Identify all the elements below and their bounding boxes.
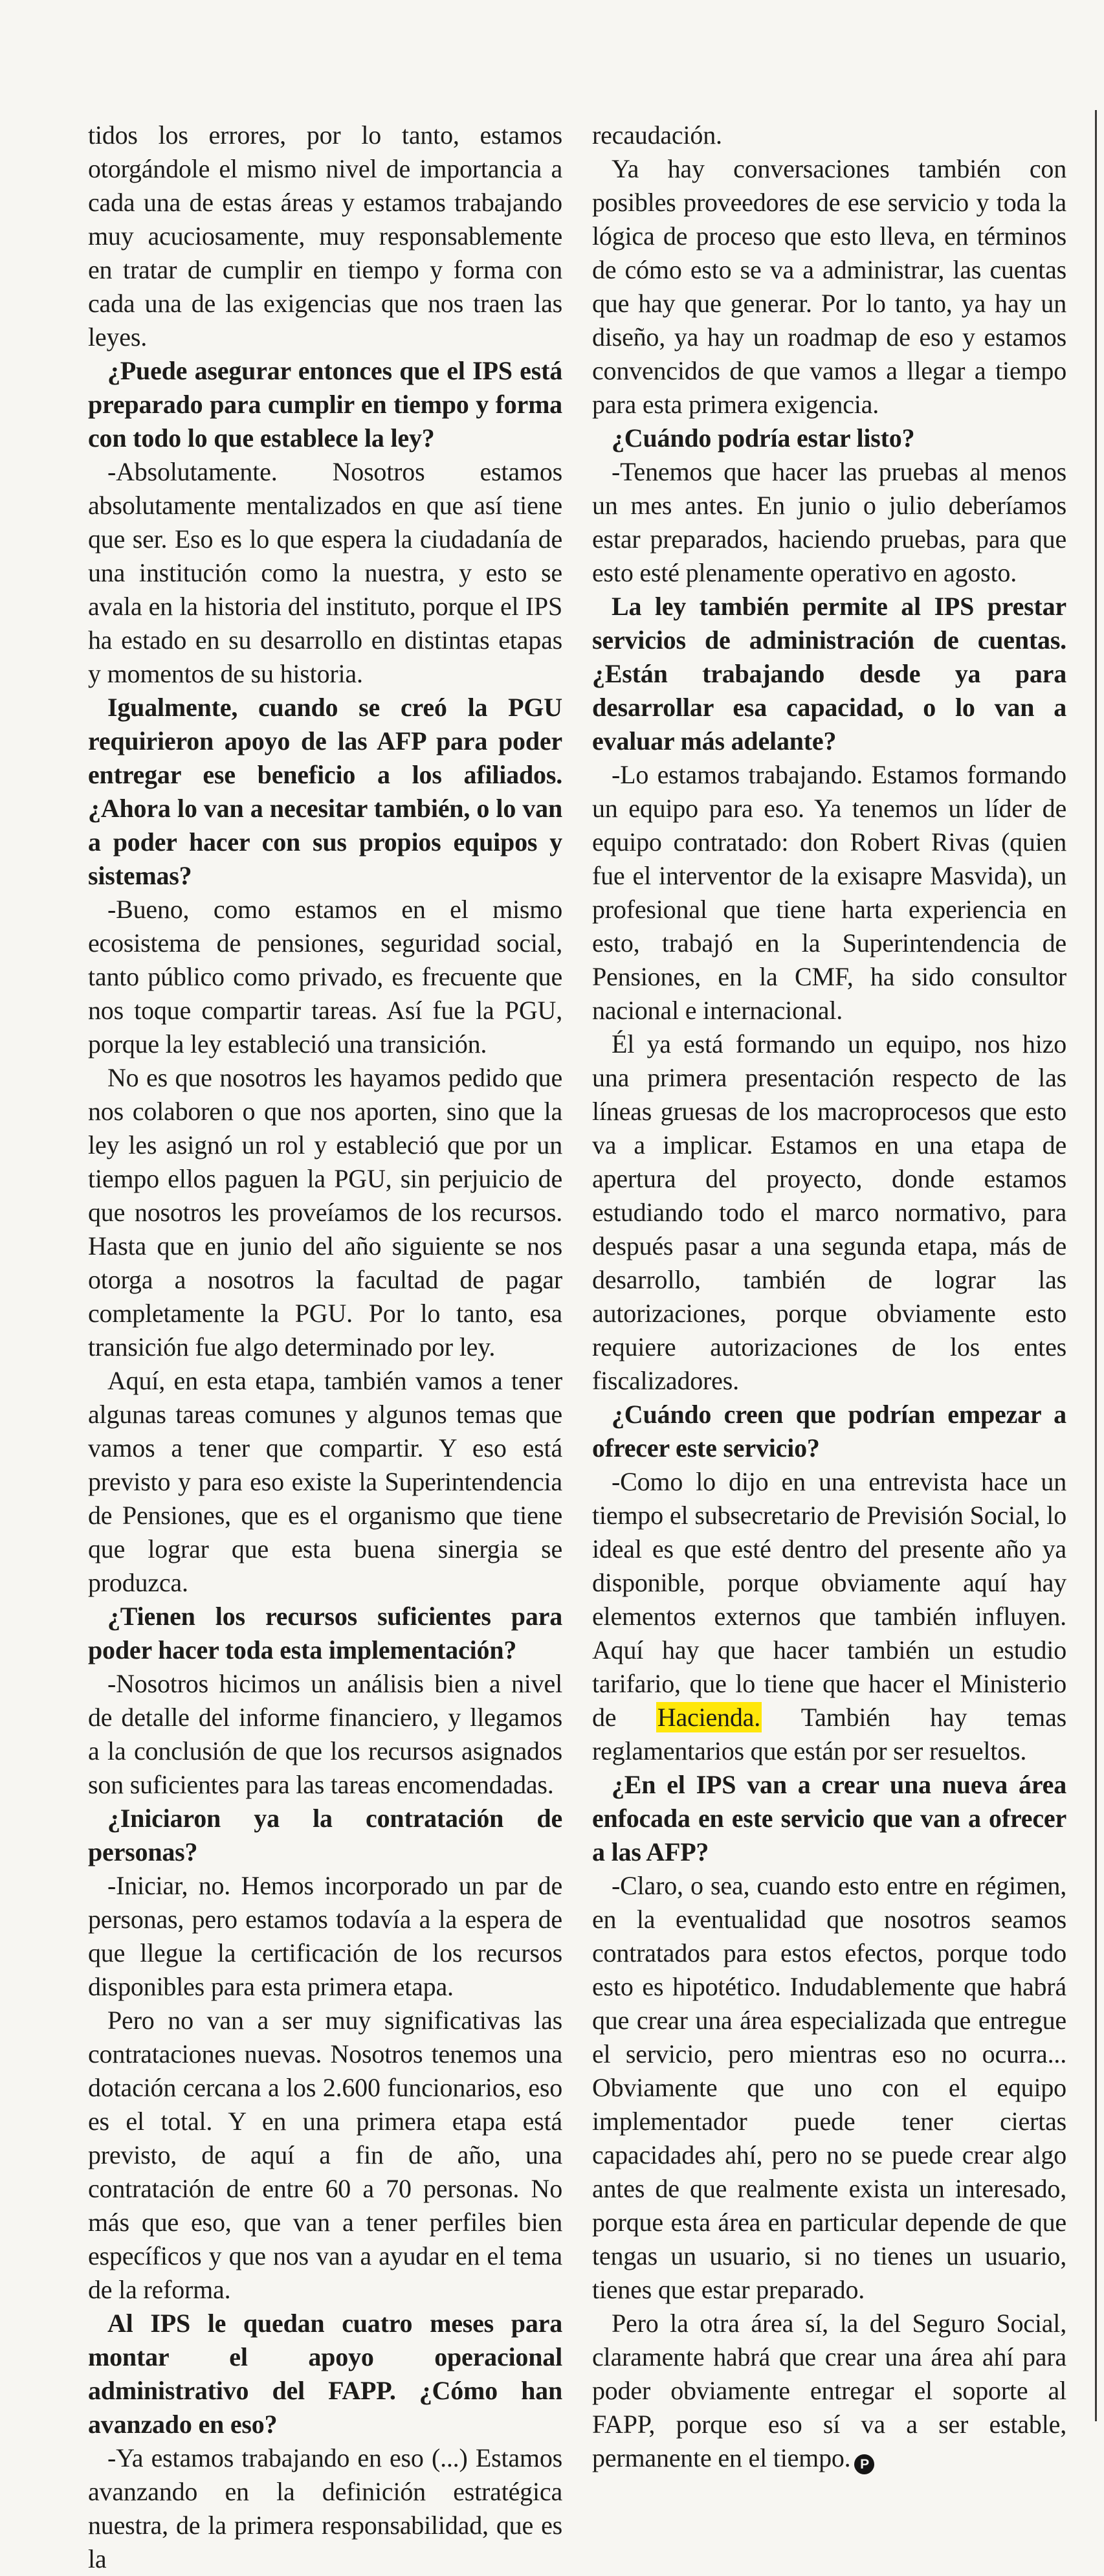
interview-question [592,1398,1066,1465]
paragraph-text: Al IPS le quedan cuatro meses para montar el apoyo operacional administrativo del FAPP. ¿Cómo han avanzado en eso? [88,2309,562,2439]
article-paragraph [88,893,562,1061]
interview-question [88,1600,562,1667]
article-paragraph [88,1869,562,2004]
paragraph-text: -Iniciar, no. Hemos incorporado un par de personas, pero estamos todavía a la espera de que llegue la certificación de los recursos disponibles para esta primera etapa. [88,1871,562,2001]
article-paragraph [592,2307,1066,2475]
article-paragraph [88,118,562,354]
article-paragraph [592,1027,1066,1398]
article-end-mark: P [854,2454,874,2474]
interview-question [88,354,562,455]
paragraph-text: ¿Tienen los recursos suficientes para poder hacer toda esta implementación? [88,1602,562,1664]
paragraph-text: Pero no van a ser muy significativas las contrataciones nuevas. Nosotros tenemos una dotación cercana a los 2.600 funcionarios, eso es el total. Y en una primera etapa está previsto, de aquí a fin de año, una contratación de entre 60 a 70 personas. No más que eso, que van a tener perfiles bien específicos y que nos van a ayudar en el tema de la reforma. [88,2006,562,2304]
interview-question [88,2307,562,2441]
article-column-right [592,118,1066,2475]
paragraph-text: Él ya está formando un equipo, nos hizo una primera presentación respecto de las líneas gruesas de los macroprocesos que esto va a implicar. Estamos en una etapa de apertura del proyecto, donde estamos estudiando todo el marco normativo, para después pasar a una segunda etapa, más de desarrollo, también de lograr las autorizaciones, porque obviamente esto requiere autorizaciones de los entes fiscalizadores. [592,1029,1066,1395]
article-paragraph [592,1465,1066,1768]
column-rule [1095,110,1097,2421]
article-paragraph [88,1364,562,1600]
paragraph-text: -Como lo dijo en una entrevista hace un tiempo el subsecretario de Previsión Social, lo ideal es que esté dentro del presente año ya disponible, porque obviamente aquí hay elementos externos que también influyen. Aquí hay que hacer también un estudio tarifario, que lo tiene que hacer el Ministerio de [592,1467,1066,1732]
paragraph-text: ¿Cuándo creen que podrían empezar a ofrecer este servicio? [592,1400,1066,1462]
article-paragraph [88,1061,562,1364]
paragraph-text: Pero la otra área sí, la del Seguro Social, claramente habrá que crear una área ahí para poder obviamente entregar el soporte al FAPP, porque eso sí va a ser estable, permanente en el tiempo. [592,2309,1066,2472]
paragraph-text: ¿En el IPS van a crear una nueva área enfocada en este servicio que van a ofrecer a las AFP? [592,1770,1066,1866]
paragraph-text: ¿Puede asegurar entonces que el IPS está preparado para cumplir en tiempo y forma con todo lo que establece la ley? [88,356,562,453]
article-paragraph [592,152,1066,421]
interview-question [88,1802,562,1869]
highlighted-text: Hacienda. [657,1703,761,1732]
paragraph-text: -Bueno, como estamos en el mismo ecosistema de pensiones, seguridad social, tanto público como privado, es frecuente que nos toque compartir tareas. Así fue la PGU, porque la ley estableció una transición. [88,895,562,1058]
paragraph-text: -Claro, o sea, cuando esto entre en régimen, en la eventualidad que nosotros seamos contratados para estos efectos, porque todo esto es hipotético. Indudablemente que habrá que crear una área especializada que entregue el servicio, pero mientras eso no ocurra... Obviamente que uno con el equipo implementador puede tener ciertas capacidades ahí, pero no se puede crear algo antes de que realmente exista un interesado, porque esta área en particular depende de que tengas un usuario, si no tienes un usuario, tienes que estar preparado. [592,1871,1066,2304]
paragraph-text: También hay temas reglamentarios que están por ser resueltos. [592,1703,1067,1765]
paragraph-text: recaudación. [592,120,722,150]
interview-question [592,421,1066,455]
article-paragraph [592,455,1066,590]
article-paragraph [592,1869,1066,2307]
article-paragraph [592,118,1066,152]
paragraph-text: Aquí, en esta etapa, también vamos a tener algunas tareas comunes y algunos temas que vamos a tener que compartir. Y eso está previsto y para eso existe la Superintendencia de Pensiones, que es el organismo que tiene que lograr que esta buena sinergia se produzca. [88,1366,562,1597]
paragraph-text: -Nosotros hicimos un análisis bien a nivel de detalle del informe financiero, y llegamos a la conclusión de que los recursos asignados son suficientes para las tareas encomendadas. [88,1669,562,1799]
article-paragraph [88,455,562,691]
paragraph-text: ¿Cuándo podría estar listo? [612,423,915,453]
paragraph-text: No es que nosotros les hayamos pedido que nos colaboren o que nos aporten, sino que la ley les asignó un rol y estableció que por un tiempo ellos paguen la PGU, sin perjuicio de que nosotros les proveíamos de los recursos. Hasta que en junio del año siguiente se nos otorga a nosotros la facultad de pagar completamente la PGU. Por lo tanto, esa transición fue algo determinado por ley. [88,1063,562,1361]
article-paragraph [88,1667,562,1802]
interview-question [592,1768,1066,1869]
interview-question [592,590,1066,758]
paragraph-text: tidos los errores, por lo tanto, estamos otorgándole el mismo nivel de importancia a cada una de estas áreas y estamos trabajando muy acuciosamente, muy responsablemente en tratar de cumplir en tiempo y forma con cada una de las exigencias que nos traen las leyes. [88,120,562,352]
paragraph-text: -Tenemos que hacer las pruebas al menos un mes antes. En junio o julio deberíamos estar preparados, haciendo pruebas, para que esto esté plenamente operativo en agosto. [592,457,1066,587]
paragraph-text: -Ya estamos trabajando en eso (...) Estamos avanzando en la definición estratégica nuestra, de la primera responsabilidad, que es la [88,2443,562,2573]
article-column-left [88,118,562,2576]
paragraph-text: La ley también permite al IPS prestar servicios de administración de cuentas. ¿Están trabajando desde ya para desarrollar esa capacidad, o lo van a evaluar más adelante? [592,592,1066,756]
paragraph-text: -Absolutamente. Nosotros estamos absolutamente mentalizados en que así tiene que ser. Eso es lo que espera la ciudadanía de una institución como la nuestra, y esto se avala en la historia del instituto, porque el IPS ha estado en su desarrollo en distintas etapas y momentos de su historia. [88,457,562,688]
paragraph-text: Igualmente, cuando se creó la PGU requirieron apoyo de las AFP para poder entregar ese beneficio a los afiliados. ¿Ahora lo van a necesitar también, o lo van a poder hacer con sus propios equipos y sistemas? [88,693,562,890]
paragraph-text: ¿Iniciaron ya la contratación de personas? [88,1804,562,1866]
article-paragraph [88,2441,562,2576]
interview-question [88,691,562,893]
article-paragraph [592,758,1066,1027]
paragraph-text: Ya hay conversaciones también con posibles proveedores de ese servicio y toda la lógica de proceso que esto lleva, en términos de cómo esto se va a administrar, las cuentas que hay que generar. Por lo tanto, ya hay un diseño, ya hay un roadmap de eso y estamos convencidos de que vamos a llegar a tiempo para esta primera exigencia. [592,154,1066,419]
paragraph-text: -Lo estamos trabajando. Estamos formando un equipo para eso. Ya tenemos un líder de equipo contratado: don Robert Rivas (quien fue el interventor de la exisapre Masvida), un profesional que tiene harta experiencia en esto, trabajó en la Superintendencia de Pensiones, en la CMF, ha sido consultor nacional e internacional. [592,760,1066,1025]
article-paragraph [88,2004,562,2307]
